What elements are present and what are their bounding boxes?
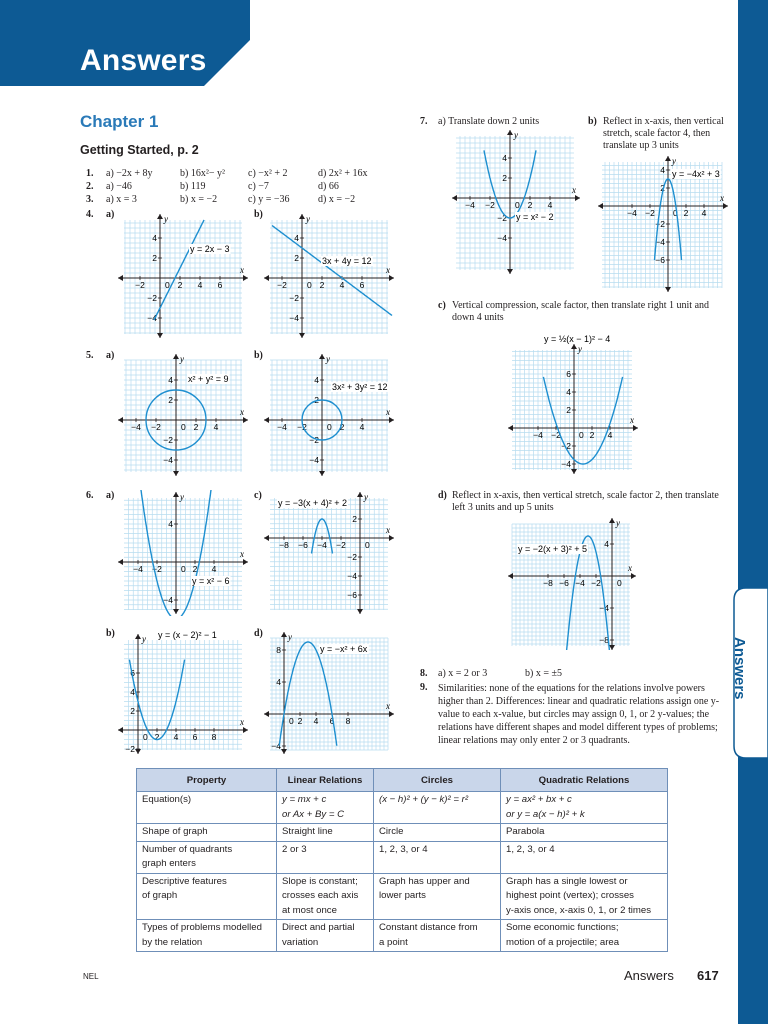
- table-cell: Graph has upper and lower parts: [374, 873, 501, 920]
- tick-label: −2: [347, 552, 357, 562]
- tick-label: 2: [154, 732, 160, 742]
- graph-7d: [508, 518, 640, 650]
- tick-label: −2: [561, 441, 571, 451]
- tick-label: −2: [289, 293, 299, 303]
- tick-label: 6: [192, 732, 198, 742]
- q1-a: a) −2x + 8y: [106, 168, 153, 179]
- equation-label: 3x + 4y = 12: [322, 256, 372, 266]
- tick-label: −2: [151, 422, 161, 432]
- tick-label: −6: [655, 255, 665, 265]
- tick-label: 4: [502, 153, 507, 163]
- section-heading: Getting Started, p. 2: [80, 143, 199, 157]
- tick-label: 4: [197, 280, 203, 290]
- tick-label: −4: [347, 571, 357, 581]
- y-axis-label: y: [306, 214, 310, 224]
- equation-label: y = −4x² + 3: [672, 169, 720, 179]
- tick-label: 2: [294, 253, 299, 263]
- tick-label: −2: [277, 280, 287, 290]
- tick-label: −4: [575, 578, 585, 588]
- tick-label: 4: [604, 539, 609, 549]
- tick-label: −2: [135, 280, 145, 290]
- tick-label: −4: [465, 200, 475, 210]
- q7-number: 7.: [420, 116, 428, 127]
- table-cell: Slope is constant; crosses each axis at most once: [277, 873, 374, 920]
- graph-6b: [118, 628, 250, 756]
- y-axis-label: y: [616, 518, 620, 528]
- q5-b-label: b): [254, 350, 263, 361]
- graph-4b: [264, 212, 396, 340]
- tick-label: 4: [313, 716, 319, 726]
- origin-label: 0: [181, 564, 186, 574]
- graph-6c: [264, 490, 396, 616]
- tick-label: 2: [319, 280, 325, 290]
- tick-label: −2: [497, 213, 507, 223]
- tick-label: 2: [314, 395, 319, 405]
- equation-label: y = −3(x + 4)² + 2: [278, 498, 348, 508]
- equation-label: 3x² + 3y² = 12: [332, 382, 388, 392]
- side-tab-label: Answers: [731, 637, 748, 700]
- q7-b-label: b): [588, 116, 597, 127]
- graph-7b: [598, 154, 730, 294]
- table-row: [137, 792, 668, 824]
- origin-label: 0: [673, 208, 678, 218]
- tick-label: 4: [339, 280, 345, 290]
- table-cell: Parabola: [501, 824, 668, 842]
- tick-label: −2: [125, 744, 135, 754]
- graph-4a: [118, 212, 250, 340]
- tick-label: 8: [276, 645, 281, 655]
- tick-label: −2: [309, 435, 319, 445]
- y-axis-label: y: [326, 354, 330, 364]
- tick-label: 2: [192, 564, 198, 574]
- q2-d: d) 66: [318, 181, 339, 192]
- tick-label: 4: [660, 165, 665, 175]
- q1-c: c) −x² + 2: [248, 168, 288, 179]
- table-cell: Number of quadrants graph enters: [137, 841, 277, 873]
- tick-label: −2: [645, 208, 655, 218]
- tick-label: 4: [314, 375, 319, 385]
- y-axis-label: y: [672, 156, 676, 166]
- right-margin-band: [738, 0, 768, 1024]
- x-axis-label: x: [240, 549, 244, 559]
- table-cell: Some economic functions; motion of a projectile; area: [501, 920, 668, 952]
- graph-6a: [118, 490, 250, 616]
- graph-7a: [452, 128, 584, 278]
- origin-label: 0: [181, 422, 186, 432]
- q3-b: b) x = −2: [180, 194, 218, 205]
- q1-d: d) 2x² + 16x: [318, 168, 368, 179]
- q5-a-label: a): [106, 350, 115, 361]
- origin-label: 0: [327, 422, 332, 432]
- q1-b: b) 16x²− y²: [180, 168, 225, 179]
- tick-label: 8: [211, 732, 217, 742]
- footer-section: Answers: [624, 968, 674, 983]
- table-cell: 1, 2, 3, or 4: [374, 841, 501, 873]
- tick-label: −8: [543, 578, 553, 588]
- tick-label: 4: [566, 387, 571, 397]
- table-row: [137, 841, 668, 873]
- q7-d: Reflect in x-axis, then vertical stretch, scale factor 2, then translate left 3 units and up 5 units: [452, 490, 719, 513]
- header-linear: Linear Relations: [277, 769, 374, 792]
- tick-label: 4: [152, 233, 157, 243]
- graph-5a: [118, 350, 250, 480]
- q7-c-label: c): [438, 300, 446, 311]
- tick-label: 2: [168, 395, 173, 405]
- tick-label: −2: [591, 578, 601, 588]
- q6-a-label: a): [106, 490, 115, 501]
- table-row: [137, 920, 668, 952]
- y-axis-label: y: [180, 492, 184, 502]
- x-axis-label: x: [630, 415, 634, 425]
- tick-label: 6: [566, 369, 571, 379]
- equation-label: y = x² − 6: [192, 576, 230, 586]
- q2-c: c) −7: [248, 181, 269, 192]
- table-cell: Constant distance from a point: [374, 920, 501, 952]
- x-axis-label: x: [720, 193, 724, 203]
- x-axis-label: x: [386, 701, 390, 711]
- tick-label: 4: [701, 208, 707, 218]
- tick-label: −2: [163, 435, 173, 445]
- tick-label: −4: [309, 455, 319, 465]
- x-axis-label: x: [240, 407, 244, 417]
- tick-label: −8: [599, 635, 609, 645]
- relations-comparison-table: [136, 768, 668, 952]
- tick-label: −6: [298, 540, 308, 550]
- tick-label: 4: [276, 677, 281, 687]
- tick-label: −4: [163, 595, 173, 605]
- tick-label: [168, 490, 173, 491]
- q2-a: a) −46: [106, 181, 132, 192]
- q3-number: 3.: [86, 194, 94, 205]
- table-cell: y = mx + c or Ax + By = C: [277, 792, 374, 824]
- tick-label: −2: [147, 293, 157, 303]
- tick-label: 2: [297, 716, 303, 726]
- tick-label: 2: [502, 173, 507, 183]
- tick-label: 4: [130, 687, 135, 697]
- q7-a: a) Translate down 2 units: [438, 116, 540, 127]
- table-cell: Shape of graph: [137, 824, 277, 842]
- equation-label: x² + y² = 9: [188, 374, 229, 384]
- x-axis-label: x: [386, 525, 390, 535]
- q8-b: b) x = ±5: [525, 668, 562, 679]
- q7-c: Vertical compression, scale factor, then translate right 1 unit and down 4 units: [452, 300, 710, 323]
- q2-b: b) 119: [180, 181, 206, 192]
- tick-label: 2: [589, 430, 595, 440]
- tick-label: −4: [317, 540, 327, 550]
- function-curve: [154, 220, 204, 320]
- q9-number: 9.: [420, 682, 428, 693]
- origin-label: 0: [579, 430, 584, 440]
- origin-label: 0: [617, 578, 622, 588]
- table-cell: (x − h)² + (y − k)² = r²: [374, 792, 501, 824]
- tick-label: 4: [168, 375, 173, 385]
- x-axis-label: x: [386, 265, 390, 275]
- header-circles: Circles: [374, 769, 501, 792]
- q6-d-label: d): [254, 628, 263, 639]
- tick-label: −4: [131, 422, 141, 432]
- table-cell: Graph has a single lowest or highest point (vertex); crosses y-axis once, x-axis 0, 1, or 2 times: [501, 873, 668, 920]
- tick-label: 2: [566, 405, 571, 415]
- y-axis-label: y: [364, 492, 368, 502]
- tick-label: 2: [177, 280, 183, 290]
- q1-number: 1.: [86, 168, 94, 179]
- table-cell: Straight line: [277, 824, 374, 842]
- tick-label: −4: [133, 564, 143, 574]
- tick-label: −2: [297, 422, 307, 432]
- tick-label: 4: [607, 430, 613, 440]
- tick-label: −4: [497, 233, 507, 243]
- tick-label: 2: [660, 183, 665, 193]
- q8-a: a) x = 2 or 3: [438, 668, 488, 679]
- tick-label: −4: [599, 603, 609, 613]
- tick-label: −6: [559, 578, 569, 588]
- table-cell: Equation(s): [137, 792, 277, 824]
- origin-label: 0: [289, 716, 294, 726]
- tick-label: 4: [168, 519, 173, 529]
- table-cell: 2 or 3: [277, 841, 374, 873]
- equation-label: y = −2(x + 3)² + 5: [518, 544, 588, 554]
- tick-label: 2: [130, 706, 135, 716]
- tick-label: 4: [213, 422, 219, 432]
- q3-d: d) x = −2: [318, 194, 356, 205]
- tick-label: 4: [547, 200, 553, 210]
- tick-label: 2: [527, 200, 533, 210]
- y-axis-label: y: [578, 344, 582, 354]
- table-cell: Types of problems modelled by the relation: [137, 920, 277, 952]
- tick-label: −6: [347, 590, 357, 600]
- x-axis-label: x: [628, 563, 632, 573]
- equation-label: y = x² − 2: [516, 212, 554, 222]
- tick-label: −4: [163, 455, 173, 465]
- tick-label: 6: [329, 716, 335, 726]
- q4-b-label: b): [254, 209, 263, 220]
- x-axis-label: x: [386, 407, 390, 417]
- q6-number: 6.: [86, 490, 94, 501]
- page-title: Answers: [80, 44, 207, 77]
- origin-label: 0: [165, 280, 170, 290]
- tick-label: −4: [561, 459, 571, 469]
- equation-label: y = ½(x − 1)² − 4: [544, 334, 611, 344]
- tick-label: −2: [336, 540, 346, 550]
- tick-label: 6: [217, 280, 223, 290]
- footer-publisher: NEL: [83, 972, 99, 981]
- tick-label: 4: [294, 233, 299, 243]
- tick-label: −4: [147, 313, 157, 323]
- origin-label: 0: [365, 540, 370, 550]
- y-axis-label: y: [180, 354, 184, 364]
- tick-label: 6: [130, 668, 135, 678]
- tick-label: 4: [173, 732, 179, 742]
- q9-text: Similarities: none of the equations for the relations involve powers higher than 2. Differences: linear and quadratic relations assign one y-value to each x-value, but circles may assign 0, 1, or 2 y-values; the relations have different shapes and model different types of problems; linear relations may only enter 2 or 3 quadrants.: [438, 683, 720, 746]
- q4-number: 4.: [86, 209, 94, 220]
- tick-label: −2: [551, 430, 561, 440]
- header-quadratic: Quadratic Relations: [501, 769, 668, 792]
- table-header-row: [137, 769, 668, 792]
- y-axis-label: y: [514, 130, 518, 140]
- q7-d-label: d): [438, 490, 447, 501]
- tick-label: −4: [533, 430, 543, 440]
- table-cell: y = ax² + bx + c or y = a(x − h)² + k: [501, 792, 668, 824]
- tick-label: 4: [211, 564, 217, 574]
- graph-6d: [264, 628, 396, 756]
- equation-label: y = −x² + 6x: [320, 644, 368, 654]
- tick-label: 2: [152, 253, 157, 263]
- equation-label: y = (x − 2)² − 1: [158, 630, 217, 640]
- q6-c-label: c): [254, 490, 262, 501]
- x-axis-label: x: [572, 185, 576, 195]
- origin-label: 0: [143, 732, 148, 742]
- tick-label: 2: [683, 208, 689, 218]
- chapter-heading: Chapter 1: [80, 112, 159, 131]
- tick-label: −4: [627, 208, 637, 218]
- tick-label: −2: [152, 564, 162, 574]
- x-axis-label: x: [240, 717, 244, 727]
- q4-a-label: a): [106, 209, 115, 220]
- tick-label: −4: [277, 422, 287, 432]
- y-axis-label: y: [142, 634, 146, 644]
- page-number: 617: [697, 968, 719, 983]
- x-axis-label: x: [240, 265, 244, 275]
- tick-label: 2: [352, 514, 357, 524]
- table-row: [137, 824, 668, 842]
- graph-7c: [508, 328, 638, 474]
- table-cell: 1, 2, 3, or 4: [501, 841, 668, 873]
- equation-label: y = 2x − 3: [190, 244, 230, 254]
- tick-label: −2: [485, 200, 495, 210]
- table-cell: Direct and partial variation: [277, 920, 374, 952]
- tick-label: −8: [279, 540, 289, 550]
- table-cell: Descriptive features of graph: [137, 873, 277, 920]
- q3-a: a) x = 3: [106, 194, 137, 205]
- q5-number: 5.: [86, 350, 94, 361]
- q3-c: c) y = −36: [248, 194, 290, 205]
- header-property: Property: [137, 769, 277, 792]
- tick-label: 6: [359, 280, 365, 290]
- q6-b-label: b): [106, 628, 115, 639]
- y-axis-label: y: [164, 214, 168, 224]
- tick-label: 4: [359, 422, 365, 432]
- q8-number: 8.: [420, 668, 428, 679]
- tick-label: 2: [339, 422, 345, 432]
- tick-label: 2: [193, 422, 199, 432]
- table-cell: Circle: [374, 824, 501, 842]
- tick-label: −2: [655, 219, 665, 229]
- tick-label: −4: [271, 741, 281, 751]
- graph-5b: [264, 350, 396, 480]
- y-axis-label: y: [288, 632, 292, 642]
- tick-label: −4: [289, 313, 299, 323]
- origin-label: 0: [515, 200, 520, 210]
- q2-number: 2.: [86, 181, 94, 192]
- origin-label: 0: [307, 280, 312, 290]
- table-row: [137, 873, 668, 920]
- tick-label: 8: [345, 716, 351, 726]
- tick-label: −4: [655, 237, 665, 247]
- q7-b: Reflect in x-axis, then vertical stretch, scale factor 4, then translate up 3 units: [603, 116, 724, 151]
